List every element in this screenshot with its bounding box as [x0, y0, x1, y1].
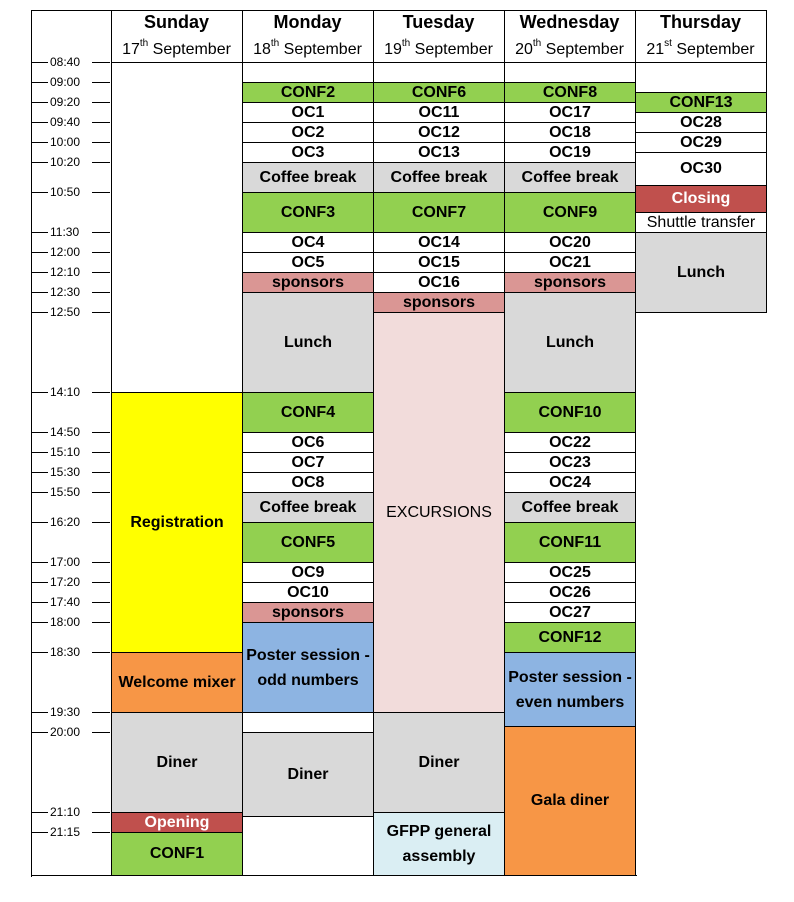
event-text [549, 254, 591, 272]
time-label: 15:50 [50, 485, 81, 499]
schedule-event [242, 432, 374, 453]
date-suffix: th [270, 38, 280, 49]
event-label: sponsors [271, 273, 344, 291]
time-label: 12:50 [50, 305, 81, 319]
time-label: 10:00 [50, 135, 81, 149]
schedule-event [504, 292, 636, 393]
event-label: OC24 [549, 473, 591, 491]
event-label: OC15 [418, 253, 460, 271]
event-label: CONF3 [280, 203, 336, 221]
date-number: 20 [515, 41, 533, 58]
schedule-event [242, 392, 374, 433]
event-text [292, 564, 325, 582]
event-label: CONF11 [538, 533, 602, 551]
event-text [157, 751, 198, 775]
schedule-event [242, 562, 374, 583]
event-label: even numbers [515, 693, 625, 711]
event-label: OC25 [549, 563, 591, 581]
event-text [260, 496, 357, 520]
schedule-event [504, 452, 636, 473]
event-label: CONF4 [280, 403, 336, 421]
event-label: CONF9 [542, 203, 598, 221]
time-label: 15:10 [50, 445, 81, 459]
event-label: OC19 [549, 143, 591, 161]
schedule-event [373, 102, 505, 123]
event-text [387, 819, 492, 869]
event-label: Opening [144, 813, 210, 831]
schedule-event [242, 162, 374, 193]
event-text [412, 84, 466, 102]
event-text [386, 501, 492, 525]
schedule-event [373, 312, 505, 713]
schedule-event [504, 272, 636, 293]
day-name: Wednesday [519, 12, 620, 32]
event-label: Lunch [677, 263, 725, 281]
event-text [522, 496, 619, 520]
schedule-event [111, 712, 243, 813]
schedule-event [373, 192, 505, 233]
event-text [680, 157, 722, 181]
schedule-event [635, 112, 767, 133]
event-label: OC28 [680, 113, 722, 131]
event-text [418, 124, 460, 142]
event-text [150, 842, 204, 866]
event-text [292, 434, 325, 452]
schedule-event [504, 232, 636, 253]
schedule-event [373, 292, 505, 313]
event-text [677, 261, 725, 285]
day-date [105, 38, 248, 59]
header-divider [111, 62, 767, 63]
event-text [672, 187, 731, 211]
event-text [130, 511, 223, 535]
date-number: 21 [646, 41, 665, 58]
event-label: OC13 [418, 143, 460, 161]
event-text [418, 234, 460, 252]
schedule-event [635, 185, 767, 214]
time-label: 14:50 [50, 425, 81, 439]
time-label: 19:30 [50, 705, 81, 719]
event-label: CONF5 [280, 533, 336, 551]
date-suffix: th [401, 38, 411, 49]
event-label: CONF2 [280, 83, 336, 101]
event-text [292, 124, 325, 142]
event-label: OC4 [291, 233, 325, 251]
event-label: Closing [671, 189, 731, 207]
event-label: Diner [287, 765, 329, 783]
schedule-event [242, 472, 374, 493]
event-text [549, 584, 591, 602]
time-label: 21:15 [50, 825, 81, 839]
event-label: OC3 [291, 143, 325, 161]
time-label: 10:20 [50, 155, 81, 169]
event-text [292, 474, 325, 492]
event-text [281, 201, 335, 225]
schedule-event [373, 812, 505, 876]
event-text [281, 401, 335, 425]
schedule-event [111, 812, 243, 833]
schedule-event [504, 82, 636, 103]
event-label: OC1 [291, 103, 325, 121]
date-suffix: th [139, 38, 149, 49]
time-label: 12:30 [50, 285, 81, 299]
event-text [669, 94, 732, 112]
event-text [118, 671, 235, 695]
event-text [549, 474, 591, 492]
event-text [549, 234, 591, 252]
day-date [236, 38, 379, 59]
event-label: OC14 [418, 233, 460, 251]
event-label: OC23 [549, 453, 591, 471]
event-text [403, 294, 475, 312]
schedule-event [373, 712, 505, 813]
event-label: GFPP general [386, 823, 492, 840]
event-label: OC22 [549, 433, 591, 451]
schedule-event [504, 562, 636, 583]
event-text [260, 166, 357, 190]
schedule-event [111, 832, 243, 876]
time-label: 09:00 [50, 75, 81, 89]
event-label: Lunch [284, 333, 332, 351]
event-text [534, 274, 606, 292]
time-label: 20:00 [50, 725, 81, 739]
event-text [549, 434, 591, 452]
event-text [292, 144, 325, 162]
event-label: OC21 [549, 253, 591, 271]
schedule-event [373, 122, 505, 143]
event-label: OC16 [418, 273, 460, 291]
event-label: CONF1 [149, 845, 205, 862]
time-label: 16:20 [50, 515, 81, 529]
schedule-event [242, 82, 374, 103]
event-text [549, 454, 591, 472]
schedule-event [242, 252, 374, 273]
schedule-event [373, 272, 505, 293]
event-label: CONF8 [542, 83, 598, 101]
schedule-event [242, 602, 374, 623]
event-label: CONF6 [411, 83, 467, 101]
schedule-event [242, 622, 374, 713]
schedule-event [635, 232, 767, 313]
schedule-event [242, 492, 374, 523]
schedule-event [504, 102, 636, 123]
schedule-event [504, 582, 636, 603]
event-label: Coffee break [259, 498, 357, 516]
day-name: Tuesday [402, 12, 475, 32]
event-text [288, 763, 329, 787]
day-date [498, 38, 641, 59]
event-label: OC5 [291, 253, 325, 271]
schedule-event [111, 652, 243, 713]
schedule-event [373, 232, 505, 253]
date-month: September [148, 41, 231, 58]
time-label: 10:50 [50, 185, 81, 199]
schedule-event [635, 152, 767, 186]
event-label: Coffee break [390, 168, 488, 186]
event-label: CONF7 [411, 203, 467, 221]
event-text [549, 144, 591, 162]
event-text [292, 104, 325, 122]
event-text [418, 144, 460, 162]
event-text [287, 584, 329, 602]
time-label: 18:30 [50, 645, 81, 659]
event-label: OC12 [418, 123, 460, 141]
event-text [549, 604, 591, 622]
event-label: odd numbers [257, 671, 359, 689]
event-label: OC30 [680, 159, 722, 177]
schedule-event [242, 582, 374, 603]
event-label: Registration [130, 513, 224, 531]
event-label: CONF13 [669, 93, 733, 111]
event-label: OC18 [549, 123, 591, 141]
event-label: OC11 [418, 103, 460, 121]
time-label: 09:20 [50, 95, 81, 109]
time-label: 11:30 [50, 225, 80, 239]
event-label: sponsors [533, 273, 606, 291]
schedule-event [504, 522, 636, 563]
event-label: OC9 [291, 563, 325, 581]
event-label: OC29 [680, 133, 722, 151]
event-text [549, 104, 591, 122]
schedule-event [242, 292, 374, 393]
schedule-event [373, 82, 505, 103]
event-label: OC2 [291, 123, 325, 141]
event-text [281, 84, 335, 102]
event-text [543, 201, 597, 225]
event-label: Diner [156, 753, 198, 771]
day-date [367, 38, 510, 59]
date-number: 18 [253, 41, 271, 58]
event-text [284, 331, 332, 355]
event-text [549, 124, 591, 142]
schedule-event [242, 232, 374, 253]
day-name: Sunday [143, 12, 209, 32]
time-label: 12:10 [50, 265, 81, 279]
schedule-event [242, 122, 374, 143]
event-text [680, 114, 722, 132]
schedule-event [242, 272, 374, 293]
event-label: Coffee break [521, 168, 619, 186]
event-text [538, 401, 601, 425]
date-number: 17 [122, 41, 140, 58]
schedule-event [635, 212, 767, 233]
event-label: Poster session - [246, 646, 370, 664]
schedule-event [635, 132, 767, 153]
event-text [391, 166, 488, 190]
time-label: 17:00 [50, 555, 81, 569]
event-label: Coffee break [521, 498, 619, 516]
event-text [292, 254, 325, 272]
event-text [292, 454, 325, 472]
schedule-event [635, 92, 767, 113]
schedule-event [111, 392, 243, 653]
event-label: OC8 [291, 473, 325, 491]
schedule-event [373, 162, 505, 193]
time-label: 17:40 [50, 595, 81, 609]
event-text [419, 104, 460, 122]
date-suffix: th [532, 38, 542, 49]
schedule-event [504, 122, 636, 143]
schedule-event [373, 252, 505, 273]
event-label: OC10 [287, 583, 329, 601]
event-label: sponsors [402, 293, 475, 311]
schedule-event [504, 622, 636, 653]
date-month: September [279, 41, 362, 58]
schedule-event [242, 142, 374, 163]
schedule-event [504, 252, 636, 273]
event-label: OC7 [291, 453, 325, 471]
schedule-event [242, 102, 374, 123]
event-label: assembly [402, 848, 476, 865]
event-text [272, 604, 344, 622]
date-month: September [541, 41, 624, 58]
time-label: 17:20 [50, 575, 81, 589]
schedule-event [504, 162, 636, 193]
schedule-event [242, 452, 374, 473]
event-text [246, 643, 370, 693]
date-number: 19 [384, 41, 402, 58]
event-text [145, 814, 210, 832]
time-label: 15:30 [50, 465, 81, 479]
event-label: Lunch [546, 333, 594, 351]
schedule-event [504, 192, 636, 233]
event-text [418, 254, 460, 272]
time-label: 14:10 [50, 385, 81, 399]
event-label: CONF12 [538, 628, 602, 646]
event-label: Coffee break [259, 168, 357, 186]
event-text [419, 751, 460, 775]
event-label: Shuttle transfer [646, 213, 756, 231]
event-label: Diner [418, 753, 460, 771]
event-label: OC6 [291, 433, 325, 451]
event-label: Poster session - [508, 668, 632, 686]
event-text [272, 274, 344, 292]
event-label: OC26 [549, 583, 591, 601]
event-text [418, 274, 460, 292]
time-label: 12:00 [50, 245, 81, 259]
time-label: 18:00 [50, 615, 81, 629]
event-label: OC20 [549, 233, 591, 251]
event-label: Welcome mixer [118, 673, 236, 691]
event-text [508, 665, 632, 715]
time-label: 08:40 [50, 55, 81, 69]
schedule-event [504, 472, 636, 493]
schedule-event [242, 522, 374, 563]
schedule-event [504, 392, 636, 433]
event-label: Gala diner [530, 792, 610, 809]
event-text [538, 626, 601, 650]
event-label: sponsors [271, 603, 344, 621]
event-text [522, 166, 619, 190]
schedule-event [504, 432, 636, 453]
schedule-event [504, 492, 636, 523]
date-month: September [410, 41, 493, 58]
event-text [539, 531, 601, 555]
date-month: September [671, 41, 755, 58]
time-label: 21:10 [50, 805, 81, 819]
schedule-event [373, 142, 505, 163]
event-text [680, 134, 722, 152]
event-text [543, 84, 597, 102]
day-date [629, 38, 772, 59]
day-name: Monday [273, 12, 342, 32]
schedule-event [504, 142, 636, 163]
time-label: 09:40 [50, 115, 81, 129]
event-text [281, 531, 335, 555]
event-text [549, 564, 591, 582]
schedule-event [504, 652, 636, 727]
event-text [412, 201, 466, 225]
date-suffix: st [664, 38, 672, 49]
event-text [531, 789, 609, 813]
event-label: CONF10 [538, 403, 602, 421]
event-text [292, 234, 325, 252]
event-text [546, 331, 594, 355]
schedule-event [504, 726, 636, 876]
schedule-event [242, 732, 374, 817]
event-label: OC17 [549, 103, 591, 121]
event-label: OC27 [549, 603, 591, 621]
event-label: EXCURSIONS [386, 503, 492, 521]
day-name: Thursday [659, 12, 742, 32]
schedule-event [242, 192, 374, 233]
schedule-event [504, 602, 636, 623]
event-text [647, 214, 756, 232]
